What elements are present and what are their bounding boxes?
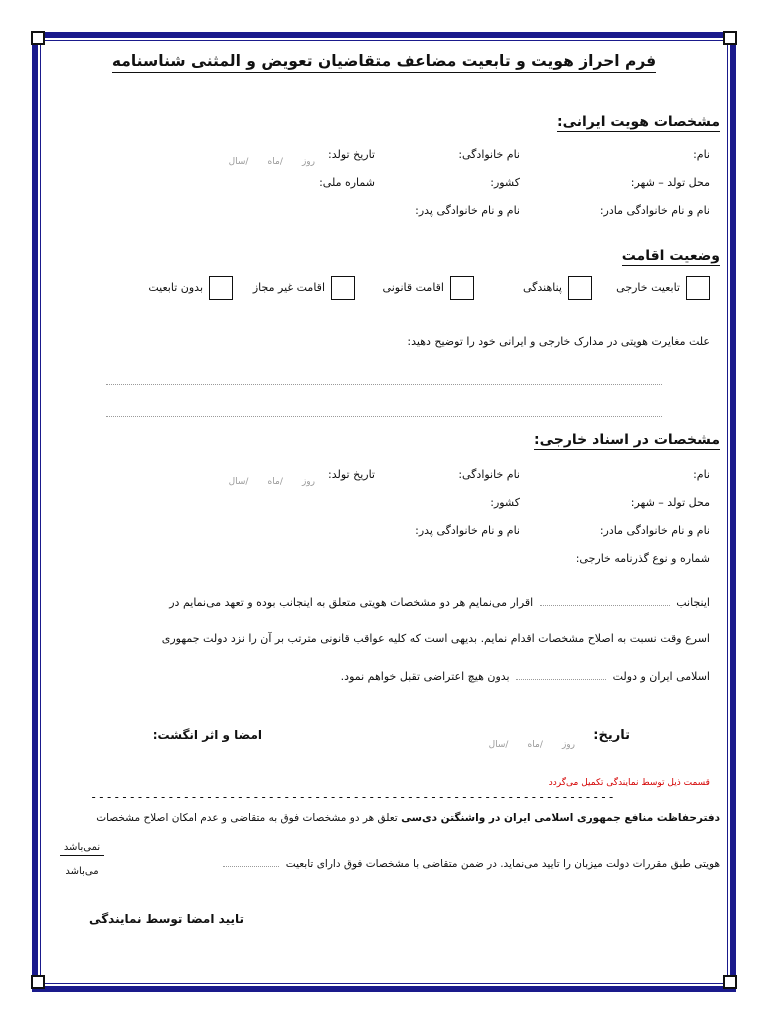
office-text: هویتی طبق مقررات دولت میزبان را تایید می‌نماید. در ضمن متقاضی با مشخصات فوق دارای تابعیت — [285, 858, 720, 870]
office-line-2 — [223, 858, 720, 872]
citizenship-field[interactable] — [223, 866, 279, 867]
office-name: دفترحفاظت منافع جمهوری اسلامی ایران در واشنگتن دی‌سی — [401, 812, 720, 824]
date-label[interactable]: تاریخ: — [593, 728, 630, 743]
option-refugee: پناهندگی — [522, 281, 562, 294]
option-stateless: بدون تابعیت — [148, 281, 203, 294]
father-name-label[interactable]: نام و نام خانوادگی پدر: — [415, 204, 520, 217]
separator-dashes: -------------------------------------------------------------------- — [90, 790, 616, 804]
national-id-label[interactable]: شماره ملی: — [319, 176, 375, 189]
representative-approval-label: تایید امضا توسط نمایندگی — [89, 912, 244, 926]
checkbox-refugee[interactable] — [568, 276, 592, 300]
office-line-1 — [96, 812, 720, 826]
foreign-country-label[interactable]: کشور: — [490, 496, 520, 509]
form-page — [48, 44, 720, 974]
discrepancy-prompt: علت مغایرت هویتی در مدارک خارجی و ایرانی خود را توضیح دهید: — [407, 335, 710, 348]
explanation-line[interactable] — [106, 384, 662, 385]
signature-date-placeholder — [489, 732, 575, 751]
foreign-birth-date-placeholder — [229, 469, 315, 488]
year-placeholder: /سال — [488, 740, 509, 750]
birth-date-label[interactable]: تاریخ تولد: — [328, 148, 375, 161]
foreign-birth-place-label[interactable]: محل تولد – شهر: — [630, 496, 710, 509]
declaration-line-3 — [341, 670, 710, 684]
option-is[interactable]: می‌باشد — [65, 866, 99, 877]
day-placeholder: روز — [301, 157, 315, 167]
residency-heading: وضعیت اقامت — [621, 248, 720, 264]
declaration-start: اسلامی ایران و دولت — [612, 670, 710, 683]
checkbox-legal-residency[interactable] — [450, 276, 474, 300]
option-legal-residency: اقامت قانونی — [382, 281, 444, 294]
corner-ornament — [31, 975, 45, 989]
applicant-name-field[interactable] — [540, 605, 670, 606]
corner-ornament — [723, 975, 737, 989]
birth-date-placeholder — [229, 149, 315, 168]
year-placeholder: /سال — [228, 157, 249, 167]
checkbox-illegal-residency[interactable] — [331, 276, 355, 300]
year-placeholder: /سال — [228, 477, 249, 487]
last-name-label[interactable]: نام خانوادگی: — [458, 148, 520, 161]
month-placeholder: /ماه — [527, 740, 543, 750]
foreign-name-label[interactable]: نام: — [693, 468, 710, 481]
explanation-line[interactable] — [106, 416, 662, 417]
declaration-line-2: اسرع وقت نسبت به اصلاح مشخصات اقدام نمایم. بدیهی است که کلیه عواقب قانونی مترتب بر آن را نزد دولت جمهوری — [161, 632, 710, 645]
mother-name-label[interactable]: نام و نام خانوادگی مادر: — [599, 204, 710, 217]
checkbox-foreign-citizenship[interactable] — [686, 276, 710, 300]
passport-label[interactable]: شماره و نوع گذرنامه خارجی: — [575, 552, 710, 565]
foreign-mother-name-label[interactable]: نام و نام خانوادگی مادر: — [599, 524, 710, 537]
host-country-field[interactable] — [516, 679, 606, 680]
office-text: تعلق هر دو مشخصات فوق به متقاضی و عدم امکان اصلاح مشخصات — [96, 812, 402, 824]
foreign-section-heading: مشخصات در اسناد خارجی: — [534, 432, 720, 448]
foreign-birth-date-label[interactable]: تاریخ تولد: — [328, 468, 375, 481]
option-is-not[interactable]: نمی‌باشد — [60, 842, 104, 856]
birth-place-label[interactable]: محل تولد – شهر: — [630, 176, 710, 189]
foreign-last-name-label[interactable]: نام خانوادگی: — [458, 468, 520, 481]
foreign-father-name-label[interactable]: نام و نام خانوادگی پدر: — [415, 524, 520, 537]
declaration-text: بدون هیچ اعتراضی تقبل خواهم نمود. — [340, 670, 510, 683]
form-title: فرم احراز هویت و تابعیت مضاعف متقاضیان تعویض و المثنی شناسنامه — [48, 52, 720, 70]
corner-ornament — [723, 31, 737, 45]
corner-ornament — [31, 31, 45, 45]
signature-label[interactable]: امضا و اثر انگشت: — [152, 728, 262, 742]
month-placeholder: /ماه — [267, 477, 283, 487]
day-placeholder: روز — [561, 740, 575, 750]
option-foreign-citizenship: تابعیت خارجی — [616, 281, 680, 294]
month-placeholder: /ماه — [267, 157, 283, 167]
option-illegal-residency: اقامت غیر مجاز — [252, 281, 325, 294]
citizenship-fraction[interactable] — [60, 842, 104, 877]
declaration-text: اقرار می‌نمایم هر دو مشخصات هویتی متعلق به اینجانب بوده و تعهد می‌نمایم در — [169, 596, 534, 609]
day-placeholder: روز — [301, 477, 315, 487]
office-note: قسمت ذیل توسط نمایندگی تکمیل می‌گردد — [548, 778, 710, 788]
country-label[interactable]: کشور: — [490, 176, 520, 189]
declaration-line-1 — [169, 596, 710, 610]
iranian-section-heading: مشخصات هویت ایرانی: — [556, 114, 720, 130]
name-label[interactable]: نام: — [693, 148, 710, 161]
checkbox-stateless[interactable] — [209, 276, 233, 300]
declaration-start: اینجانب — [676, 596, 710, 609]
